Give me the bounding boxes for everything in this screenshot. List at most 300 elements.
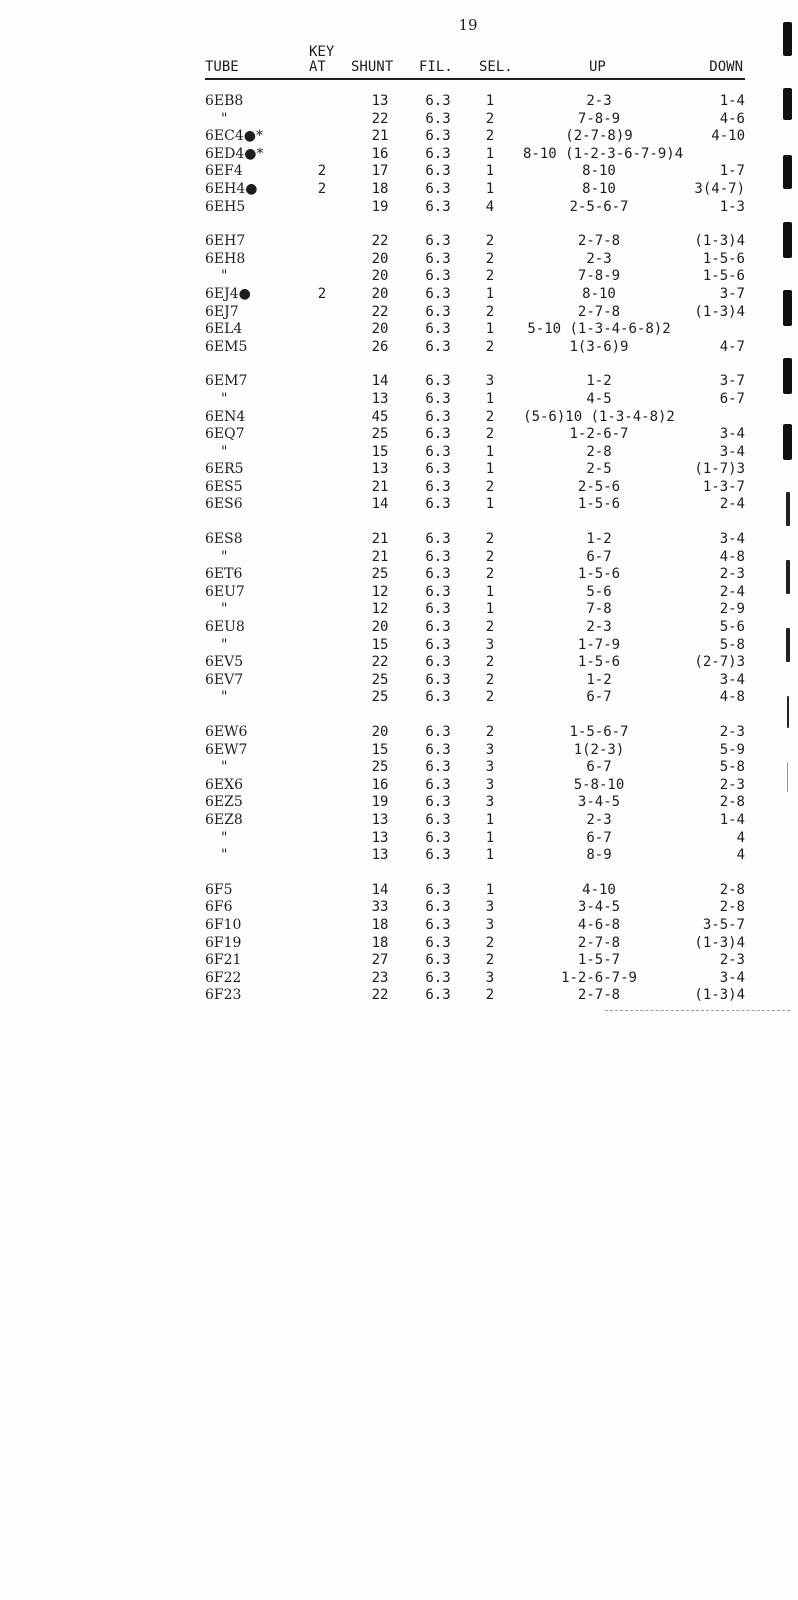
sel-value: 1 <box>485 93 495 109</box>
sel-value: 3 <box>485 776 495 793</box>
shunt-value: 22 <box>371 110 389 127</box>
table-row <box>205 549 745 567</box>
tube-name: " <box>221 443 228 460</box>
tube-group <box>205 882 745 1005</box>
sel-value: 2 <box>485 478 495 495</box>
fil-voltage: 6.3 <box>425 443 451 460</box>
tube-name: 6EL4 <box>205 321 243 338</box>
shunt-value: 20 <box>371 724 389 740</box>
header-down: DOWN <box>709 59 743 75</box>
tube-group <box>205 724 745 865</box>
tube-name: 6EU8 <box>205 619 245 636</box>
table-row <box>205 899 745 917</box>
shunt-value: 15 <box>371 636 389 653</box>
fil-voltage: 6.3 <box>425 250 451 267</box>
fil-voltage: 6.3 <box>425 321 451 338</box>
up-pins: 4-5 <box>586 390 612 407</box>
table-row <box>205 479 745 497</box>
shunt-value: 25 <box>371 689 389 706</box>
up-pins: 5-8-10 <box>573 776 625 793</box>
shunt-value: 21 <box>371 531 389 548</box>
up-pins: 2-3 <box>586 619 612 636</box>
down-pins: 6-7 <box>719 390 745 407</box>
sel-value: 2 <box>485 566 495 583</box>
up-pins: 7-8-9 <box>577 268 621 285</box>
shunt-value: 20 <box>371 321 389 338</box>
down-pins: 5-8 <box>719 636 745 653</box>
tube-name: " <box>221 601 228 618</box>
tube-name: 6EJ7 <box>205 303 239 320</box>
up-pins: 2-5 <box>586 461 612 478</box>
table-row <box>205 268 745 286</box>
shunt-value: 18 <box>371 934 389 951</box>
tube-name: 6F19 <box>205 934 242 951</box>
fil-voltage: 6.3 <box>425 531 451 548</box>
down-pins: 5-9 <box>719 741 745 758</box>
fil-voltage: 6.3 <box>425 776 451 793</box>
edge-index-mark <box>783 22 792 56</box>
shunt-value: 13 <box>371 829 389 846</box>
down-pins: 2-3 <box>719 566 745 583</box>
tube-group <box>205 531 745 707</box>
down-pins: 1-5-6 <box>702 268 745 285</box>
table-row <box>205 444 745 462</box>
down-pins: (2-7)3 <box>694 654 745 671</box>
edge-index-mark <box>783 155 792 189</box>
table-row <box>205 111 745 129</box>
shunt-value: 16 <box>371 776 389 793</box>
tube-name: 6F10 <box>205 916 242 933</box>
tube-name: " <box>221 847 228 864</box>
tube-name: 6ES6 <box>205 496 243 513</box>
edge-index-mark <box>786 492 790 526</box>
shunt-value: 25 <box>371 426 389 443</box>
fil-voltage: 6.3 <box>425 689 451 706</box>
fil-voltage: 6.3 <box>425 233 451 250</box>
table-row <box>205 128 745 146</box>
sel-value: 2 <box>485 548 495 565</box>
table-row <box>205 952 745 970</box>
shunt-value: 21 <box>371 548 389 565</box>
fil-voltage: 6.3 <box>425 829 451 846</box>
sel-value: 2 <box>485 689 495 706</box>
tube-name: 6EM5 <box>205 338 248 355</box>
up-pins: 2-5-6 <box>577 478 621 495</box>
tube-group <box>205 233 745 356</box>
sel-value: 2 <box>485 952 495 969</box>
shunt-value: 27 <box>371 952 389 969</box>
sel-value: 2 <box>485 408 495 425</box>
fil-voltage: 6.3 <box>425 899 451 916</box>
down-pins: 2-4 <box>719 496 745 513</box>
down-pins: 1-4 <box>719 811 745 828</box>
up-pins: 1-2-6-7-9 <box>561 969 637 986</box>
shunt-value: 13 <box>371 390 389 407</box>
up-pins: 7-8-9 <box>577 110 621 127</box>
shunt-value: 15 <box>371 741 389 758</box>
shunt-value: 13 <box>371 847 389 864</box>
down-pins: 5-6 <box>719 619 745 636</box>
up-pins: 1(3-6)9 <box>569 338 629 355</box>
sel-value: 1 <box>485 390 495 407</box>
table-header <box>205 40 745 80</box>
shunt-value: 12 <box>371 601 389 618</box>
fil-voltage: 6.3 <box>425 338 451 355</box>
sel-value: 2 <box>485 338 495 355</box>
tube-name: 6EC4●* <box>205 128 263 145</box>
sel-value: 1 <box>485 811 495 828</box>
up-pins: (5-6)10 (1-3-4-8)2 <box>523 408 675 425</box>
up-pins: 8-10 <box>582 285 616 302</box>
shunt-value: 19 <box>371 198 389 215</box>
fil-voltage: 6.3 <box>425 759 451 776</box>
tube-name: 6F21 <box>205 952 242 969</box>
sel-value: 2 <box>485 110 495 127</box>
table-row <box>205 496 745 514</box>
edge-index-mark <box>786 628 790 662</box>
sel-value: 1 <box>485 496 495 513</box>
shunt-value: 21 <box>371 478 389 495</box>
down-pins: 4 <box>736 847 745 864</box>
sel-value: 2 <box>485 671 495 688</box>
up-pins: 6-7 <box>586 829 612 846</box>
fil-voltage: 6.3 <box>425 671 451 688</box>
fil-voltage: 6.3 <box>425 426 451 443</box>
down-pins: 3-4 <box>719 671 745 688</box>
down-pins: 2-3 <box>719 952 745 969</box>
sel-value: 3 <box>485 969 495 986</box>
table-row <box>205 584 745 602</box>
footer-rule <box>605 1010 790 1012</box>
tube-name: 6ES8 <box>205 531 243 548</box>
up-pins: 1-2-6-7 <box>569 426 629 443</box>
shunt-value: 14 <box>371 496 389 513</box>
down-pins: (1-7)3 <box>694 461 745 478</box>
table-row <box>205 426 745 444</box>
sel-value: 2 <box>485 303 495 320</box>
down-pins: 3-4 <box>719 443 745 460</box>
down-pins: 3-7 <box>719 373 745 390</box>
shunt-value: 14 <box>371 373 389 390</box>
fil-voltage: 6.3 <box>425 794 451 811</box>
fil-voltage: 6.3 <box>425 619 451 636</box>
shunt-value: 20 <box>371 285 389 302</box>
shunt-value: 18 <box>371 916 389 933</box>
shunt-value: 21 <box>371 128 389 145</box>
sel-value: 1 <box>485 847 495 864</box>
down-pins: 4-10 <box>711 128 745 145</box>
table-row <box>205 461 745 479</box>
sel-value: 2 <box>485 654 495 671</box>
tube-name: 6EB8 <box>205 93 244 109</box>
fil-voltage: 6.3 <box>425 478 451 495</box>
table-row <box>205 724 745 742</box>
shunt-value: 13 <box>371 461 389 478</box>
down-pins: (1-3)4 <box>694 303 745 320</box>
tube-name: 6EV5 <box>205 654 244 671</box>
fil-voltage: 6.3 <box>425 847 451 864</box>
tube-name: 6EH7 <box>205 233 246 250</box>
fil-voltage: 6.3 <box>425 268 451 285</box>
fil-voltage: 6.3 <box>425 934 451 951</box>
table-row <box>205 619 745 637</box>
tube-name: 6ED4●* <box>205 145 264 162</box>
header-shunt: SHUNT <box>351 59 394 75</box>
sel-value: 1 <box>485 443 495 460</box>
down-pins: 4-6 <box>719 110 745 127</box>
up-pins: 8-10 <box>582 163 616 180</box>
shunt-value: 17 <box>371 163 389 180</box>
table-row <box>205 339 745 357</box>
sel-value: 1 <box>485 180 495 197</box>
up-pins: 2-3 <box>586 811 612 828</box>
up-pins: 1-5-6 <box>577 654 621 671</box>
up-pins: 2-7-8 <box>577 934 621 951</box>
sel-value: 2 <box>485 987 495 1004</box>
table-row <box>205 935 745 953</box>
fil-voltage: 6.3 <box>425 128 451 145</box>
shunt-value: 22 <box>371 654 389 671</box>
edge-index-mark <box>787 696 789 728</box>
tube-name: 6EV7 <box>205 671 244 688</box>
sel-value: 3 <box>485 899 495 916</box>
tube-group <box>205 93 745 216</box>
up-pins: 6-7 <box>586 689 612 706</box>
fil-voltage: 6.3 <box>425 285 451 302</box>
shunt-value: 16 <box>371 145 389 162</box>
fil-voltage: 6.3 <box>425 496 451 513</box>
shunt-value: 19 <box>371 794 389 811</box>
down-pins: 5-8 <box>719 759 745 776</box>
tube-name: 6ET6 <box>205 566 243 583</box>
up-pins: 7-8 <box>586 601 612 618</box>
tube-name: 6F6 <box>205 899 233 916</box>
table-row <box>205 233 745 251</box>
table-row <box>205 601 745 619</box>
up-pins: 1-5-6 <box>577 566 621 583</box>
table-row <box>205 759 745 777</box>
tube-name: 6EU7 <box>205 583 245 600</box>
up-pins: 8-10 (1-2-3-6-7-9)4 <box>523 145 684 162</box>
key-at: 2 <box>317 285 327 302</box>
header-key-at: KEY AT <box>309 44 335 75</box>
sel-value: 3 <box>485 741 495 758</box>
shunt-value: 13 <box>371 811 389 828</box>
down-pins: (1-3)4 <box>694 934 745 951</box>
shunt-value: 26 <box>371 338 389 355</box>
down-pins: 2-3 <box>719 776 745 793</box>
fil-voltage: 6.3 <box>425 461 451 478</box>
up-pins: 1-5-6-7 <box>569 724 629 740</box>
sel-value: 2 <box>485 426 495 443</box>
sel-value: 3 <box>485 916 495 933</box>
up-pins: 5-6 <box>586 583 612 600</box>
header-fil: FIL. <box>419 59 453 75</box>
shunt-value: 22 <box>371 303 389 320</box>
sel-value: 2 <box>485 724 495 740</box>
table-row <box>205 794 745 812</box>
shunt-value: 18 <box>371 180 389 197</box>
up-pins: 1-5-7 <box>577 952 621 969</box>
up-pins: 1-2 <box>586 373 612 390</box>
fil-voltage: 6.3 <box>425 987 451 1004</box>
header-sel: SEL. <box>479 59 513 75</box>
fil-voltage: 6.3 <box>425 741 451 758</box>
edge-index-mark <box>783 290 792 326</box>
tube-name: 6F22 <box>205 969 242 986</box>
fil-voltage: 6.3 <box>425 811 451 828</box>
table-row <box>205 531 745 549</box>
sel-value: 1 <box>485 321 495 338</box>
table-row <box>205 409 745 427</box>
down-pins: 2-8 <box>719 794 745 811</box>
down-pins: 3(4-7) <box>694 180 745 197</box>
down-pins: (1-3)4 <box>694 987 745 1004</box>
table-row <box>205 566 745 584</box>
down-pins: 2-9 <box>719 601 745 618</box>
fil-voltage: 6.3 <box>425 180 451 197</box>
sel-value: 3 <box>485 759 495 776</box>
table-row <box>205 742 745 760</box>
header-tube: TUBE <box>205 59 239 75</box>
sel-value: 1 <box>485 881 495 898</box>
shunt-value: 22 <box>371 987 389 1004</box>
sel-value: 2 <box>485 128 495 145</box>
sel-value: 3 <box>485 794 495 811</box>
tube-name: " <box>221 548 228 565</box>
tube-name: 6EZ8 <box>205 811 243 828</box>
up-pins: 6-7 <box>586 759 612 776</box>
sel-value: 2 <box>485 250 495 267</box>
down-pins: (1-3)4 <box>694 233 745 250</box>
fil-voltage: 6.3 <box>425 881 451 898</box>
sel-value: 1 <box>485 583 495 600</box>
sel-value: 3 <box>485 373 495 390</box>
up-pins: 3-4-5 <box>577 899 621 916</box>
up-pins: 1-7-9 <box>577 636 621 653</box>
fil-voltage: 6.3 <box>425 583 451 600</box>
table-row <box>205 163 745 181</box>
down-pins: 1-3-7 <box>702 478 745 495</box>
shunt-value: 12 <box>371 583 389 600</box>
sel-value: 1 <box>485 145 495 162</box>
shunt-value: 45 <box>371 408 389 425</box>
fil-voltage: 6.3 <box>425 566 451 583</box>
up-pins: 4-10 <box>582 881 616 898</box>
shunt-value: 15 <box>371 443 389 460</box>
down-pins: 3-4 <box>719 426 745 443</box>
table-row <box>205 637 745 655</box>
up-pins: 2-7-8 <box>577 987 621 1004</box>
up-pins: 8-10 <box>582 180 616 197</box>
sel-value: 2 <box>485 934 495 951</box>
down-pins: 2-4 <box>719 583 745 600</box>
up-pins: 2-3 <box>586 93 612 109</box>
fil-voltage: 6.3 <box>425 145 451 162</box>
fil-voltage: 6.3 <box>425 916 451 933</box>
down-pins: 3-4 <box>719 531 745 548</box>
down-pins: 4-8 <box>719 689 745 706</box>
tube-name: 6EH8 <box>205 250 246 267</box>
down-pins: 2-8 <box>719 899 745 916</box>
fil-voltage: 6.3 <box>425 408 451 425</box>
edge-index-mark <box>783 88 792 120</box>
up-pins: (2-7-8)9 <box>565 128 633 145</box>
table-row <box>205 251 745 269</box>
shunt-value: 25 <box>371 759 389 776</box>
fil-voltage: 6.3 <box>425 110 451 127</box>
tube-name: 6EH5 <box>205 198 246 215</box>
edge-index-mark <box>783 358 792 394</box>
header-up: UP <box>589 59 606 75</box>
shunt-value: 20 <box>371 250 389 267</box>
fil-voltage: 6.3 <box>425 93 451 109</box>
tube-data-table <box>205 40 745 1005</box>
tube-name: " <box>221 636 228 653</box>
tube-name: " <box>221 759 228 776</box>
table-row <box>205 654 745 672</box>
fil-voltage: 6.3 <box>425 198 451 215</box>
tube-name: 6F23 <box>205 987 242 1004</box>
shunt-value: 20 <box>371 268 389 285</box>
down-pins: 1-3 <box>719 198 745 215</box>
key-at: 2 <box>317 180 327 197</box>
fil-voltage: 6.3 <box>425 373 451 390</box>
up-pins: 1(2-3) <box>573 741 625 758</box>
fil-voltage: 6.3 <box>425 601 451 618</box>
tube-name: 6EQ7 <box>205 426 245 443</box>
sel-value: 1 <box>485 829 495 846</box>
down-pins: 2-8 <box>719 881 745 898</box>
up-pins: 2-7-8 <box>577 303 621 320</box>
fil-voltage: 6.3 <box>425 163 451 180</box>
fil-voltage: 6.3 <box>425 636 451 653</box>
table-row <box>205 689 745 707</box>
up-pins: 8-9 <box>586 847 612 864</box>
fil-voltage: 6.3 <box>425 303 451 320</box>
sel-value: 2 <box>485 268 495 285</box>
tube-name: 6EF4 <box>205 163 243 180</box>
tube-name: 6F5 <box>205 881 233 898</box>
table-row <box>205 304 745 322</box>
table-row <box>205 777 745 795</box>
tube-name: 6EN4 <box>205 408 246 425</box>
up-pins: 1-2 <box>586 531 612 548</box>
table-row <box>205 146 745 164</box>
up-pins: 1-2 <box>586 671 612 688</box>
down-pins: 4-7 <box>719 338 745 355</box>
up-pins: 2-8 <box>586 443 612 460</box>
fil-voltage: 6.3 <box>425 548 451 565</box>
tube-name: 6EX6 <box>205 776 244 793</box>
edge-index-mark <box>787 762 788 792</box>
up-pins: 4-6-8 <box>577 916 621 933</box>
up-pins: 6-7 <box>586 548 612 565</box>
table-row <box>205 181 745 199</box>
table-row <box>205 847 745 865</box>
shunt-value: 13 <box>371 93 389 109</box>
shunt-value: 14 <box>371 881 389 898</box>
shunt-value: 25 <box>371 671 389 688</box>
tube-name: " <box>221 110 228 127</box>
up-pins: 2-5-6-7 <box>569 198 629 215</box>
down-pins: 2-3 <box>719 724 745 740</box>
table-row <box>205 373 745 391</box>
tube-name: 6EW7 <box>205 741 248 758</box>
edge-index-mark <box>786 560 790 594</box>
table-row <box>205 830 745 848</box>
fil-voltage: 6.3 <box>425 654 451 671</box>
